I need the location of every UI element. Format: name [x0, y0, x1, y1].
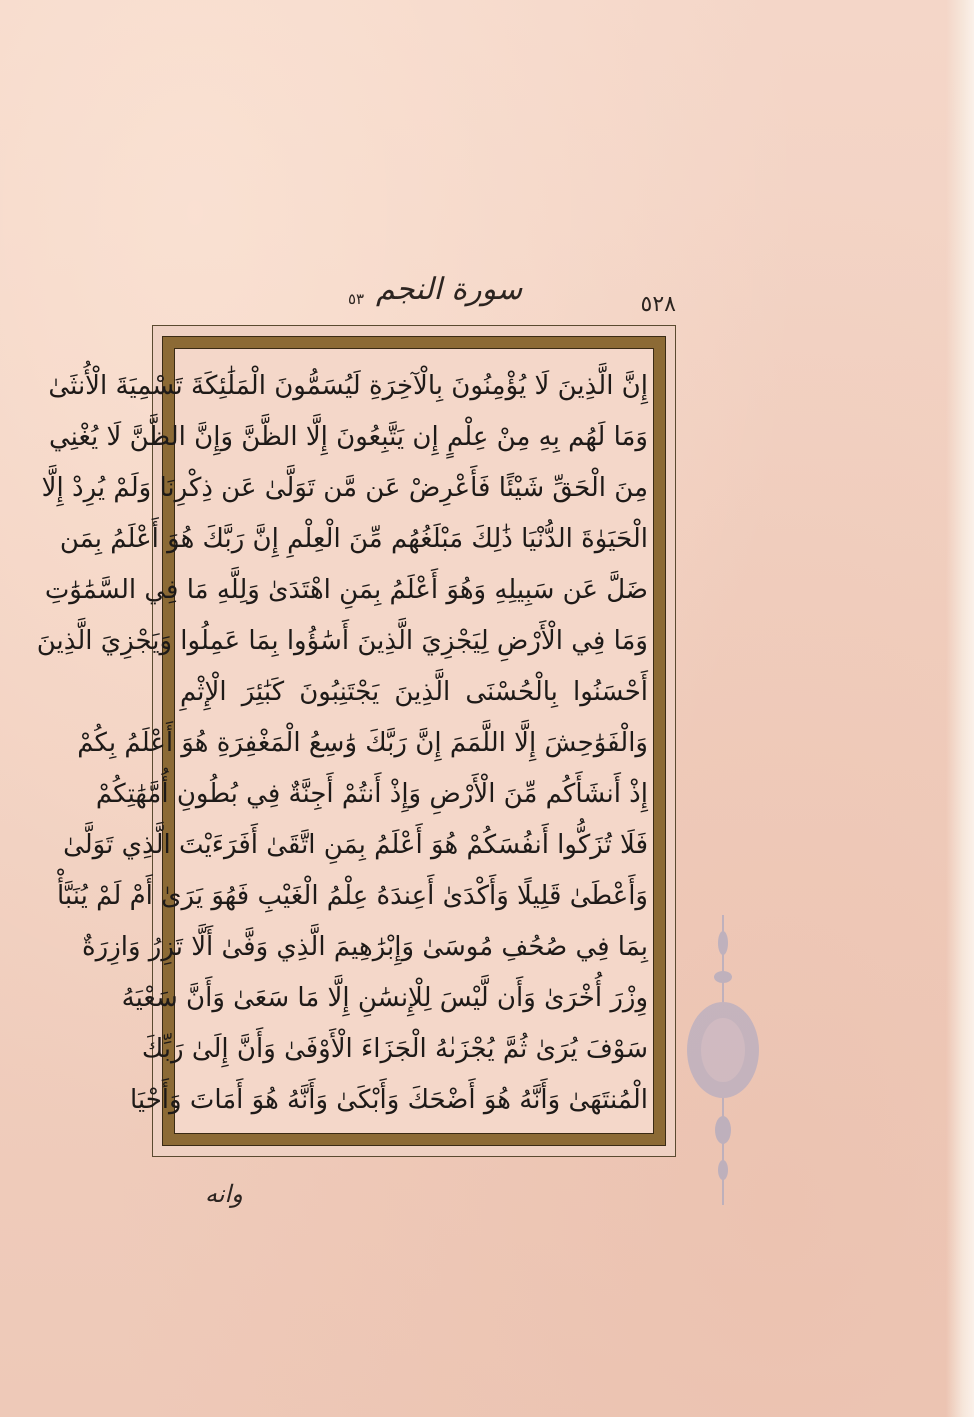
text-line-1: إِنَّ الَّذِينَ لَا يُؤْمِنُونَ بِالْآخِرَةِ لَيُسَمُّونَ الْمَلَٰئِكَةَ تَسْمِيَةَ الْأُنثَىٰ	[48, 371, 648, 401]
text-line-14: سَوْفَ يُرَىٰ ثُمَّ يُجْزَىٰهُ الْجَزَاءَ الْأَوْفَىٰ وَأَنَّ إِلَىٰ رَبِّكَ	[141, 1034, 648, 1064]
text-line-8: وَالْفَوَٰحِشَ إِلَّا اللَّمَمَ إِنَّ رَبَّكَ وَٰسِعُ الْمَغْفِرَةِ هُوَ أَعْلَمُ بِكُمْ	[77, 728, 648, 758]
text-line-5: ضَلَّ عَن سَبِيلِهِ وَهُوَ أَعْلَمُ بِمَنِ اهْتَدَىٰ وَلِلَّهِ مَا فِي السَّمَٰوَٰتِ	[44, 575, 648, 605]
page-number: ٥٢٨	[640, 292, 676, 317]
text-block	[36, 360, 648, 1122]
text-line-2: وَمَا لَهُم بِهِ مِنْ عِلْمٍ إِن يَتَّبِعُونَ إِلَّا الظَّنَّ وَإِنَّ الظَّنَّ لَا يُغْنِي	[48, 422, 648, 452]
surah-title: سورة النجم	[376, 272, 523, 307]
text-line-6: وَمَا فِي الْأَرْضِ لِيَجْزِيَ الَّذِينَ أَسَٰؤُوا بِمَا عَمِلُوا وَيَجْزِيَ الَّذِينَ	[36, 626, 648, 656]
text-line-12: بِمَا فِي صُحُفِ مُوسَىٰ وَإِبْرَٰهِيمَ الَّذِي وَفَّىٰ أَلَّا تَزِرُ وَازِرَةٌ	[82, 932, 648, 962]
text-line-9: إِذْ أَنشَأَكُم مِّنَ الْأَرْضِ وَإِذْ أَنتُمْ أَجِنَّةٌ فِي بُطُونِ أُمَّهَٰتِكُمْ	[95, 779, 648, 809]
text-line-11: وَأَعْطَىٰ قَلِيلًا وَأَكْدَىٰ أَعِندَهُ عِلْمُ الْغَيْبِ فَهُوَ يَرَىٰ أَمْ لَمْ يُنَبَّأْ	[56, 881, 648, 911]
catchword: وانه	[205, 1180, 243, 1208]
text-line-10: فَلَا تُزَكُّوا أَنفُسَكُمْ هُوَ أَعْلَمُ بِمَنِ اتَّقَىٰ أَفَرَءَيْتَ الَّذِي تَوَلَّىٰ	[63, 830, 648, 860]
page-edge	[946, 0, 974, 1417]
text-line-7: أَحْسَنُوا بِالْحُسْنَى الَّذِينَ يَجْتَنِبُونَ كَبَٰئِرَ الْإِثْمِ	[180, 677, 648, 707]
page-header	[156, 268, 676, 318]
margin-illumination-ornament	[683, 915, 763, 1205]
text-line-3: مِنَ الْحَقِّ شَيْئًا فَأَعْرِضْ عَن مَّن تَوَلَّىٰ عَن ذِكْرِنَا وَلَمْ يُرِدْ إِلَّا	[41, 473, 648, 503]
text-line-4: الْحَيَوٰةَ الدُّنْيَا ذَٰلِكَ مَبْلَغُهُم مِّنَ الْعِلْمِ إِنَّ رَبَّكَ هُوَ أَعْلَمُ بِمَن	[59, 524, 648, 554]
text-line-15: الْمُنتَهَىٰ وَأَنَّهُ هُوَ أَضْحَكَ وَأَبْكَىٰ وَأَنَّهُ هُوَ أَمَاتَ وَأَحْيَا	[129, 1085, 648, 1115]
surah-number: ٥٣	[348, 290, 365, 308]
text-line-13: وِزْرَ أُخْرَىٰ وَأَن لَّيْسَ لِلْإِنسَٰنِ إِلَّا مَا سَعَىٰ وَأَنَّ سَعْيَهُ	[121, 983, 648, 1013]
